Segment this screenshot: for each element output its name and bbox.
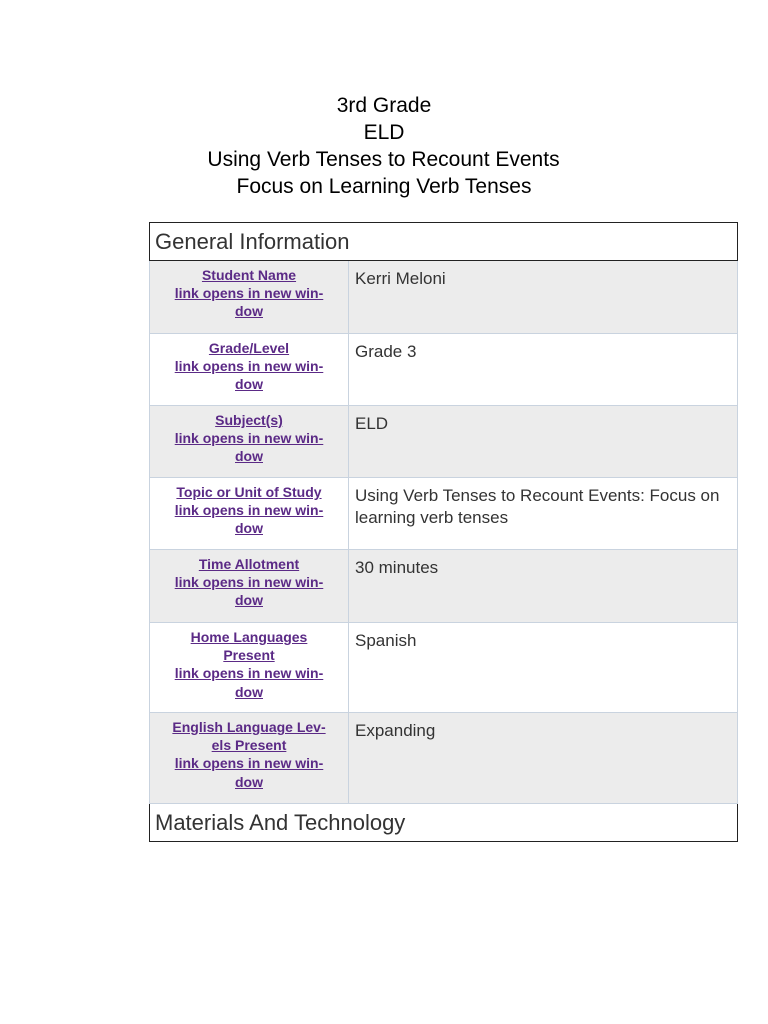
title-grade: 3rd Grade bbox=[336, 94, 432, 117]
table-row-topic bbox=[150, 478, 738, 550]
link-note: link opens in new win- bbox=[174, 502, 324, 519]
link-note: dow bbox=[235, 773, 263, 790]
english-levels-link[interactable] bbox=[172, 719, 325, 790]
link-label: Topic or Unit of Study bbox=[176, 484, 322, 500]
link-label: Home Languages bbox=[190, 629, 308, 645]
title-focus: Focus on Learning Verb Tenses bbox=[236, 175, 532, 198]
label-cell-topic bbox=[150, 478, 349, 550]
english-levels-value: Expanding bbox=[349, 713, 738, 804]
section-header-general bbox=[150, 223, 738, 261]
link-label: Student Name bbox=[201, 267, 297, 283]
link-note: link opens in new win- bbox=[174, 755, 324, 772]
table-row-student-name bbox=[150, 261, 738, 334]
link-label: Subject(s) bbox=[215, 412, 283, 428]
section-header-materials bbox=[150, 804, 738, 842]
label-cell-english-levels bbox=[150, 713, 349, 804]
document-title bbox=[0, 92, 768, 200]
time-allotment-link[interactable] bbox=[175, 556, 324, 608]
section-title-general: General Information bbox=[150, 223, 738, 261]
student-name-link[interactable] bbox=[175, 267, 324, 319]
table-row-time-allotment bbox=[150, 550, 738, 623]
topic-value: Using Verb Tenses to Recount Events: Focus on learning verb tenses bbox=[349, 478, 738, 550]
link-label: Grade/Level bbox=[208, 340, 290, 356]
home-languages-link[interactable] bbox=[175, 629, 324, 700]
link-label: English Language Lev- bbox=[172, 719, 326, 735]
subjects-value: ELD bbox=[349, 406, 738, 478]
label-cell-student-name bbox=[150, 261, 349, 334]
table-row-grade-level bbox=[150, 334, 738, 406]
link-note: dow bbox=[235, 592, 263, 609]
topic-link[interactable] bbox=[175, 484, 324, 536]
grade-level-value: Grade 3 bbox=[349, 334, 738, 406]
link-note: dow bbox=[235, 448, 263, 465]
student-name-value: Kerri Meloni bbox=[349, 261, 738, 334]
table-row-home-languages bbox=[150, 623, 738, 713]
title-topic: Using Verb Tenses to Recount Events bbox=[207, 148, 560, 171]
link-label: els Present bbox=[211, 737, 287, 754]
home-languages-value: Spanish bbox=[349, 623, 738, 713]
link-note: link opens in new win- bbox=[174, 358, 324, 375]
grade-level-link[interactable] bbox=[175, 340, 324, 392]
link-note: dow bbox=[235, 376, 263, 393]
link-note: link opens in new win- bbox=[174, 285, 324, 302]
link-label: Time Allotment bbox=[198, 556, 300, 572]
table-row-english-levels bbox=[150, 713, 738, 804]
general-information-table bbox=[149, 222, 738, 842]
time-allotment-value: 30 minutes bbox=[349, 550, 738, 623]
link-note: link opens in new win- bbox=[174, 574, 324, 591]
label-cell-home-languages bbox=[150, 623, 349, 713]
link-note: dow bbox=[235, 303, 263, 320]
label-cell-subjects bbox=[150, 406, 349, 478]
label-cell-time-allotment bbox=[150, 550, 349, 623]
link-note: dow bbox=[235, 520, 263, 537]
title-subject: ELD bbox=[363, 121, 405, 144]
link-note: dow bbox=[235, 683, 263, 700]
table-row-subjects bbox=[150, 406, 738, 478]
section-title-materials: Materials And Technology bbox=[150, 804, 738, 842]
label-cell-grade-level bbox=[150, 334, 349, 406]
link-label: Present bbox=[223, 647, 275, 664]
link-note: link opens in new win- bbox=[174, 665, 324, 682]
subjects-link[interactable] bbox=[175, 412, 324, 464]
link-note: link opens in new win- bbox=[174, 430, 324, 447]
